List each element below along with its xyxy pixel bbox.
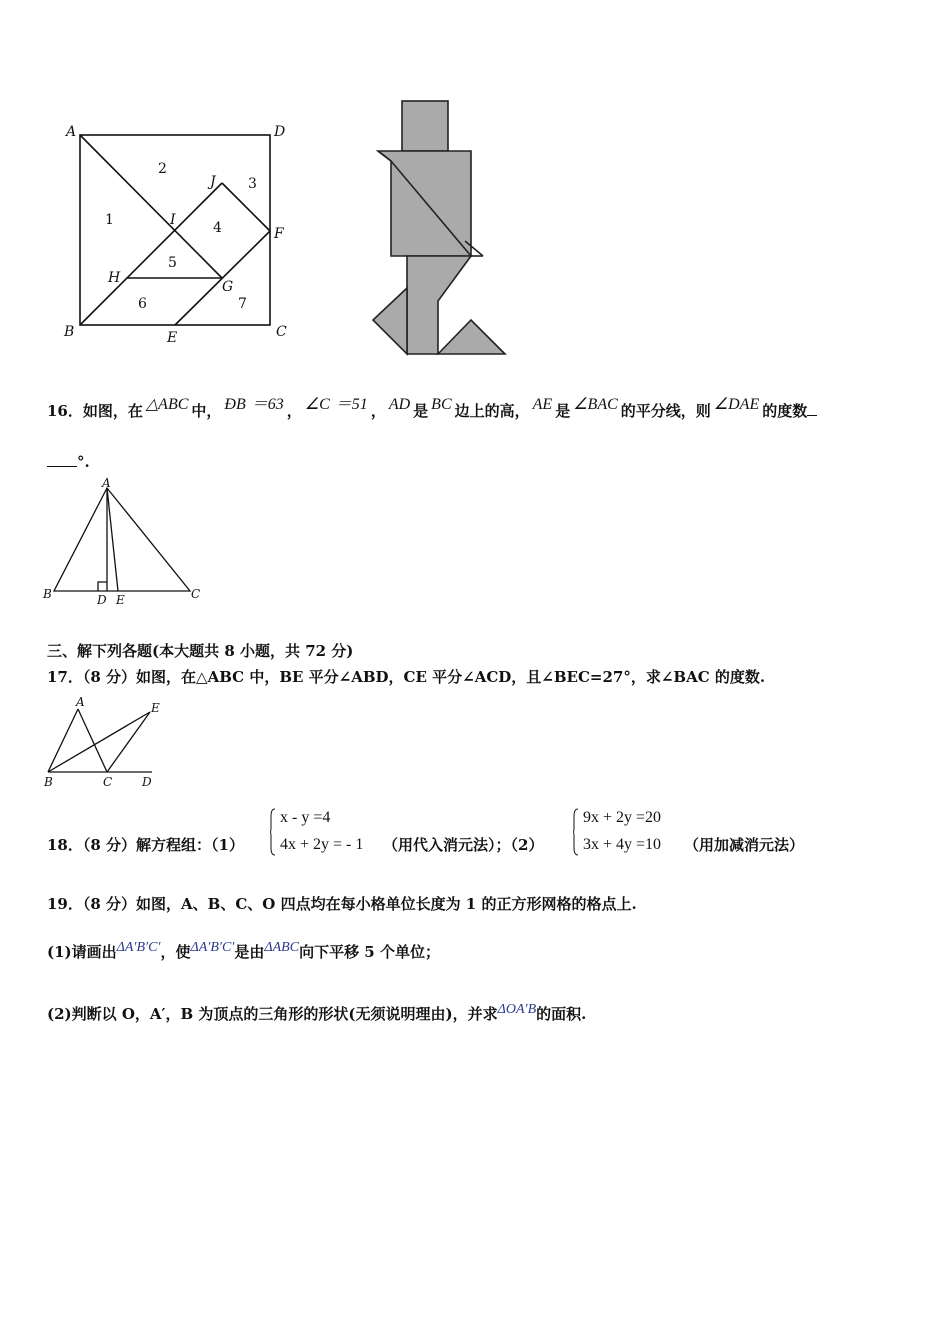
piece-number: 4 — [213, 220, 222, 236]
method-1: （用代入消元法）；（2） — [383, 836, 544, 854]
brace-icon — [573, 808, 579, 856]
svg-text:A: A — [102, 476, 111, 490]
svg-text:D: D — [142, 775, 152, 789]
question-19: 19．（8 分）如图，A、B、C、O 四点均在每小格单位长度为 1 的正方形网格的格点上. — [47, 895, 637, 913]
tangram-person-figure — [370, 98, 510, 360]
answer-blank — [47, 452, 77, 467]
svg-text:B: B — [44, 775, 53, 789]
vertex-label: D — [274, 124, 286, 140]
triangle-abc-figure — [40, 476, 210, 612]
math-angle-c: ∠C — [304, 396, 330, 413]
question-19-part-1: (1)请画出ΔA′B′C′，使ΔA′B′C′是由ΔABC向下平移 5 个单位； — [47, 940, 440, 961]
svg-text:D: D — [97, 593, 107, 607]
equation-system-2: 9x + 2y =20 3x + 4y =10 — [573, 808, 683, 860]
math-triangle-abc: △ABC — [145, 396, 189, 413]
triangle-bce-figure — [40, 694, 170, 794]
equation-system-1: x - y =4 4x + 2y = - 1 — [270, 808, 380, 860]
vertex-label: I — [170, 212, 176, 228]
svg-text:E: E — [116, 593, 125, 607]
section-3-title: 三、解下列各题(本大题共 8 小题，共 72 分) — [47, 642, 354, 660]
vertex-label: J — [210, 174, 216, 190]
vertex-label: E — [167, 330, 178, 346]
svg-text:B: B — [43, 587, 52, 601]
piece-number: 3 — [248, 176, 257, 192]
svg-text:C: C — [103, 775, 113, 789]
piece-number: 1 — [105, 212, 114, 228]
svg-text:A: A — [76, 695, 85, 709]
answer-blank — [807, 401, 817, 416]
vertex-label: C — [276, 324, 287, 340]
piece-number: 6 — [138, 296, 147, 312]
method-2: （用加减消元法） — [684, 836, 805, 854]
question-18: 18．（8 分）解方程组：（1） — [47, 836, 244, 854]
question-17: 17．（8 分）如图，在△ABC 中，BE 平分∠ABD，CE 平分∠ACD，且∠BEC=27°，求∠BAC 的度数. — [47, 668, 766, 686]
vertex-label: G — [222, 279, 234, 295]
vertex-label: A — [66, 124, 77, 140]
tangram-square-figure — [60, 118, 300, 348]
vertex-label: B — [64, 324, 75, 340]
svg-text:C: C — [191, 587, 201, 601]
piece-number: 2 — [158, 161, 167, 177]
brace-icon — [270, 808, 276, 856]
question-16-tail: °. — [47, 452, 90, 471]
piece-number: 5 — [168, 255, 177, 271]
math-angle-b: ÐB — [224, 396, 246, 413]
vertex-label: H — [108, 270, 121, 286]
question-19-part-2: (2)判断以 O，A′，B 为顶点的三角形的形状(无须说明理由)，并求ΔOA′B的面积. — [47, 1002, 587, 1023]
piece-number: 7 — [238, 296, 247, 312]
svg-text:E: E — [151, 701, 160, 715]
vertex-label: F — [274, 226, 284, 242]
question-16: 16．如图，在 △ABC 中， ÐB ＝63 ， ∠C ＝51 ， AD 是 BC 边上的高， AE 是 ∠BAC 的平分线，则 ∠DAE 的度数 — [47, 398, 817, 421]
